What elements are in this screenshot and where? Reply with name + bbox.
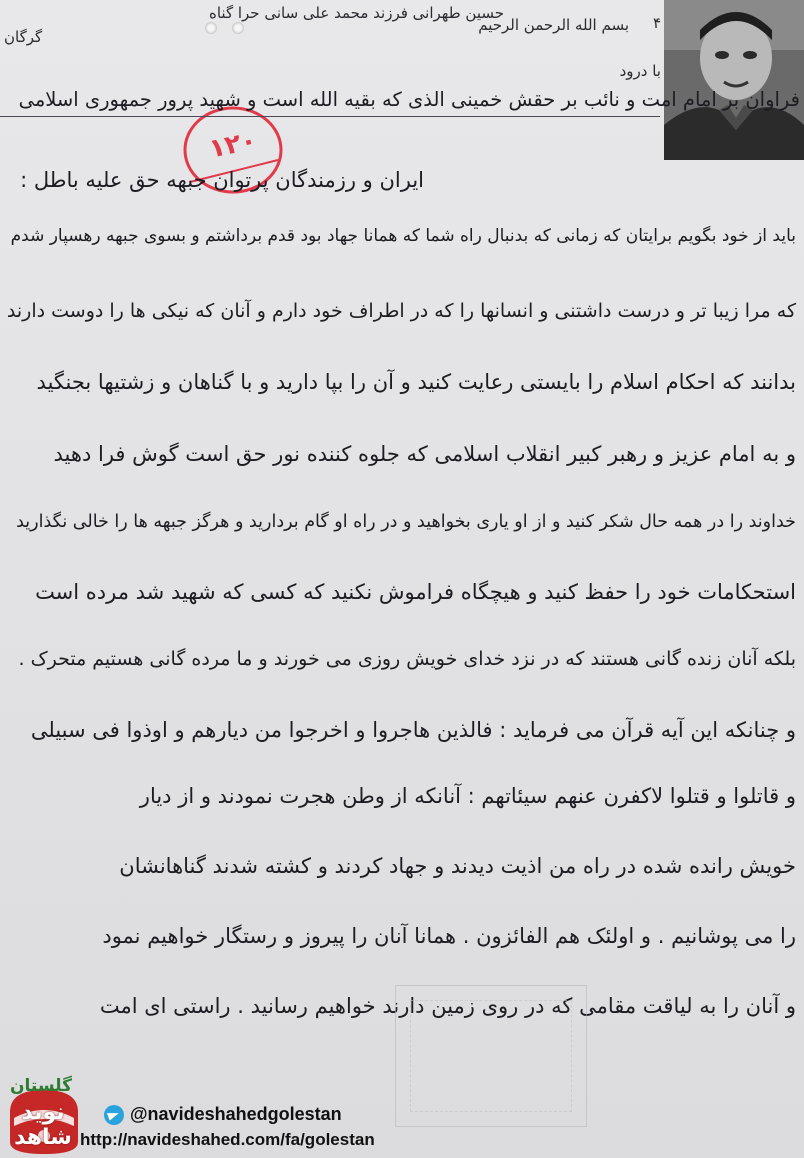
faint-stamp-inner [410, 1000, 572, 1112]
website-link[interactable]: http://navideshahed.com/fa/golestan [80, 1130, 375, 1149]
punch-hole [205, 22, 217, 34]
telegram-icon [104, 1105, 124, 1125]
logo-region-label: گلستان [10, 1076, 72, 1096]
telegram-handle: @navideshahedgolestan [130, 1104, 342, 1124]
stamp-number: ۱۲۰ [206, 125, 260, 165]
letter-line: ایران و رزمندگان پرتوان جبهه حق علیه باطل : [20, 168, 424, 192]
salutation: با درود [619, 62, 661, 80]
letter-line: بدانند که احکام اسلام را بایستی رعایت کنید و آن را بپا دارید و با گناهان و زشتیها بجنگید [36, 370, 796, 394]
letter-line: و قاتلوا و قتلوا لاکفرن عنهم سیئاتهم : آنانکه از وطن هجرت نمودند و از دیار [139, 784, 796, 808]
soldier-photo [664, 0, 804, 160]
divider-line [0, 116, 660, 117]
letter-line: بلکه آنان زنده گانی هستند که در نزد خدای خویش روزی می خورند و ما مرده گانی هستیم متحرک . [18, 648, 796, 670]
header-name-line: حسین طهرانی فرزند محمد علی سانی حرا گناه [209, 4, 504, 22]
letter-line: و چنانکه این آیه قرآن می فرماید : فالذین هاجروا و اخرجوا من دیارهم و اوذوا فی سبیلی [30, 718, 796, 742]
letter-line: استحکامات خود را حفظ کنید و هیچگاه فراموش نکنید که کسی که شهید شد مرده است [35, 580, 796, 604]
punch-hole [232, 22, 244, 34]
letter-line: خداوند را در همه حال شکر کنید و از او یاری بخواهید و در راه او گام بردارید و هرگز جبهه ها را خالی نگذارید [16, 512, 796, 532]
letter-line: فراوان بر امام امت و نائب بر حقش خمینی الذی که بقیه الله است و شهید پرور جمهوری اسلامی [18, 88, 800, 111]
header-city: گرگان [4, 28, 43, 46]
letter-line: و آنان را به لیاقت مقامی که در روی زمین دارند خواهیم رسانید . راستی ای امت [99, 994, 796, 1018]
letter-line: باید از خود بگویم برایتان که زمانی که بدنبال راه شما که همانا جهاد بود قدم برداشتم و بسوی جبهه رهسپار شدم [10, 226, 796, 246]
page-number: ۴ [652, 14, 661, 32]
telegram-link[interactable] [104, 1104, 342, 1125]
letter-line: که مرا زیبا تر و درست داشتنی و انسانها را که در اطراف خود دارم و آنان که نیکی ها را دوست دارند [6, 300, 796, 322]
basmala: بسم الله الرحمن الرحیم [478, 16, 629, 34]
letter-line: خویش رانده شده در راه من اذیت دیدند و جهاد کردند و کشته شدند گناهانشان [119, 854, 796, 878]
letter-line: را می پوشانیم . و اولئک هم الفائزون . همانا آنان را پیروز و رستگار خواهیم نمود [102, 924, 796, 948]
letter-line: و به امام عزیز و رهبر کبیر انقلاب اسلامی که جلوه کننده نور حق است گوش فرا دهید [53, 442, 796, 466]
logo-brand-label: نوید شاهد [14, 1100, 72, 1150]
